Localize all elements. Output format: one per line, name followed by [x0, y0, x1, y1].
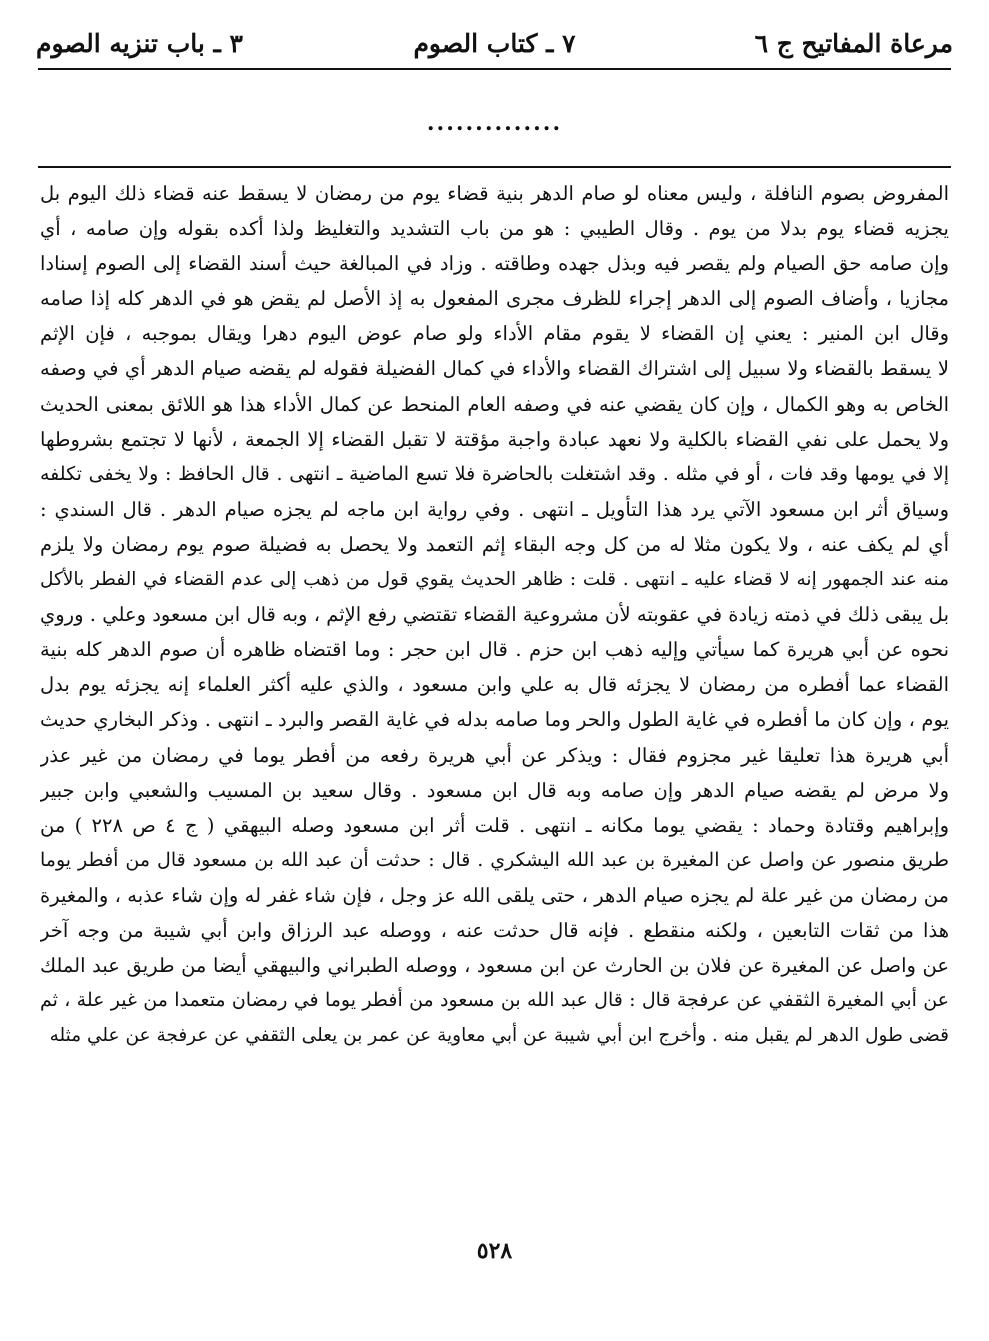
- text-line: وإبراهيم وقتادة وحماد : يقضي يوما مكانه ـ انتهى . قلت أثر ابن مسعود وصله البيهقي ( ج ٤ ص ٢٢٨ ) من: [40, 813, 949, 837]
- header-rule: [38, 68, 951, 70]
- text-line: وقال ابن المنير : يعني إن القضاء لا يقوم مقام الأداء ولو صام عوض اليوم دهرا ويقال بموجبه ، فإن الإثم: [40, 322, 949, 346]
- text-line: مجازيا ، وأضاف الصوم إلى الدهر إجراء للظرف مجرى المفعول به إذ الأصل لم يقض هو في الدهر كله إذا صامه: [40, 287, 949, 311]
- text-line: عن واصل عن المغيرة عن فلان بن الحارث عن ابن مسعود ، ووصله الطبراني والبيهقي أيضا من طريق عبد الملك: [40, 954, 949, 978]
- text-line: لا يسقط بالقضاء ولا سبيل إلى اشتراك القضاء والأداء في كمال الفضيلة فقوله لم يقضه صيام الدهر أي في وصفه: [40, 357, 949, 381]
- text-line: ولا يحمل على نفي القضاء بالكلية ولا نعهد عبادة واجبة مؤقتة لا تقبل القضاء إلا الجمعة ، لأنها لا تجتمع بشروطها: [40, 427, 949, 451]
- text-line: يوم ، وإن كان ما أفطره في غاية الطول والحر وما صامه بدله في غاية القصر والبرد ـ انتهى . وذكر البخاري حديث: [40, 708, 949, 732]
- chapter-title: ٧ ـ كتاب الصوم: [413, 29, 576, 58]
- text-line: طريق منصور عن واصل عن المغيرة بن عبد الله اليشكري . قال : حدثت أن عبد الله بن مسعود قال من أفطر يوما: [40, 848, 949, 871]
- text-line: القضاء عما أفطره من رمضان لا يجزئه قال به علي وابن مسعود ، والذي عليه أكثر العلماء إنه يجزئه يوم بدل: [40, 673, 949, 697]
- text-line: وسياق أثر ابن مسعود الآتي يرد هذا التأويل ـ انتهى . وفي رواية ابن ماجه لم يجزه صيام الدهر . قال السندي :: [40, 497, 949, 521]
- text-line: الخاص به وهو الكمال ، وإن كان يقضي عنه في وصفه العام المنحط عن كمال الأداء هذا هو اللائق بمعنى الحديث: [40, 392, 949, 416]
- text-line: عن أبي المغيرة الثقفي عن عرفجة قال : قال عبد الله بن مسعود من أفطر يوما في رمضان متعمدا من غير علة ، ثم: [40, 989, 949, 1012]
- body-rule: [38, 166, 951, 168]
- book-title: مرعاة المفاتيح ج ٦: [754, 29, 953, 58]
- text-line: هذا من ثقات التابعين ، ولكنه منقطع . فإنه قال حدثت عنه ، ووصله عبد الرزاق وابن أبي شيبة من وجه آخر: [40, 918, 949, 942]
- text-line: نحوه عن أبي هريرة كما سيأتي وإليه ذهب ابن حزم . قال ابن حجر : وما اقتضاه ظاهره أن صوم الدهر كله بنية: [40, 638, 949, 662]
- text-line: يجزيه قضاء يوم بدلا من يوم . وقال الطيبي : هو من باب التشديد والتغليظ ولذا أكده بقوله وإن صامه ، أي: [40, 217, 949, 241]
- text-line: أي لم يكف عنه ، ولا يكون مثلا له من كل وجه البقاء إثم التعمد ولا يحصل به فضيلة صوم يوم رمضان ولا يلزم: [40, 532, 949, 556]
- section-title: ٣ ـ باب تنزيه الصوم: [36, 29, 243, 58]
- text-line: أبي هريرة هذا تعليقا غير مجزوم فقال : ويذكر عن أبي هريرة رفعه من أفطر يوما في رمضان من غير عذر: [40, 743, 949, 767]
- body-text: [40, 176, 949, 1053]
- running-header: [36, 24, 953, 64]
- text-line: من رمضان من غير علة لم يجزه صيام الدهر ، حتى يلقى الله عز وجل ، فإن شاء غفر له وإن شاء عذبه ، والمغيرة: [40, 883, 949, 907]
- text-line: وإن صامه حق الصيام ولم يقصر فيه وبذل جهده وطاقته . وزاد في المبالغة حيث أسند القضاء إلى الصوم إسنادا: [40, 252, 949, 276]
- section-separator: ..............: [426, 110, 563, 136]
- text-line: بل يبقى ذلك في ذمته زيادة في عقوبته لأن مشروعية القضاء تقتضي رفع الإثم ، وبه قال ابن مسعود وعلي . وروي: [40, 603, 949, 627]
- text-line: قضى طول الدهر لم يقبل منه . وأخرج ابن أبي شيبة عن أبي معاوية عن عمر بن يعلى الثقفي عن عرفجة عن علي مثله: [49, 1025, 949, 1047]
- text-line: ولا مرض لم يقضه صيام الدهر وإن صامه وبه قال ابن مسعود . وقال سعيد بن المسيب والشعبي وابن جبير: [40, 778, 949, 802]
- text-line: إلا في يومها وقد فات ، أو في مثله . وقد اشتغلت بالحاضرة فلا تسع الماضية ـ انتهى . قال الحافظ : ولا يخفى تكلفه: [40, 462, 949, 485]
- text-line: المفروض بصوم النافلة ، وليس معناه لو صام الدهر بنية قضاء يوم من رمضان لا يسقط عنه قضاء ذلك اليوم بل: [40, 182, 949, 205]
- page-number: ٥٢٨: [476, 1238, 513, 1264]
- text-line: منه عند الجمهور إنه لا قضاء عليه ـ انتهى . قلت : ظاهر الحديث يقوي قول من ذهب إلى عدم القضاء في الفطر بالأكل: [40, 569, 949, 591]
